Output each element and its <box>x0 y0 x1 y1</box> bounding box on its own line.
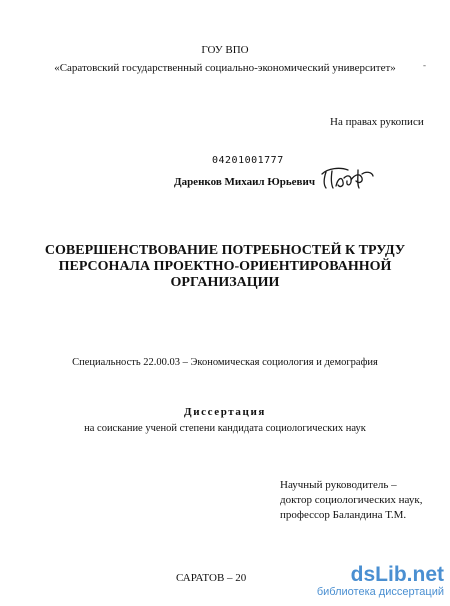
supervisor-block <box>280 478 422 523</box>
manuscript-rights-note: На правах рукописи <box>330 116 424 128</box>
stray-mark: - <box>423 60 426 70</box>
supervisor-heading: Научный руководитель – <box>280 479 397 491</box>
title-line: ПЕРСОНАЛА ПРОЕКТНО-ОРИЕНТИРОВАННОЙ <box>58 259 392 274</box>
city-year: САРАТОВ – 20 <box>176 572 247 584</box>
watermark-logo: dsLib.net <box>350 563 444 586</box>
author-name: Даренков Михаил Юрьевич <box>174 176 316 188</box>
document-type: Диссертация <box>184 406 266 418</box>
watermark-subtitle: библиотека диссертаций <box>316 586 444 598</box>
title-line: СОВЕРШЕНСТВОВАНИЕ ПОТРЕБНОСТЕЙ К ТРУДУ <box>44 243 406 258</box>
dissertation-title <box>0 243 450 291</box>
dslib-watermark[interactable] <box>317 564 444 599</box>
organization-short-name: ГОУ ВПО <box>201 44 249 56</box>
degree-line: на соискание ученой степени кандидата социологических наук <box>84 423 366 434</box>
supervisor-name: профессор Баландина Т.М. <box>280 509 407 521</box>
title-line: ОРГАНИЗАЦИИ <box>170 275 280 290</box>
specialty-line: Специальность 22.00.03 – Экономическая социология и демография <box>72 357 378 368</box>
supervisor-degree: доктор социологических наук, <box>280 494 423 506</box>
signature-image <box>318 164 376 192</box>
registration-number: 04201001777 <box>212 155 284 166</box>
university-name: «Саратовский государственный социально-экономический университет» <box>54 62 396 74</box>
